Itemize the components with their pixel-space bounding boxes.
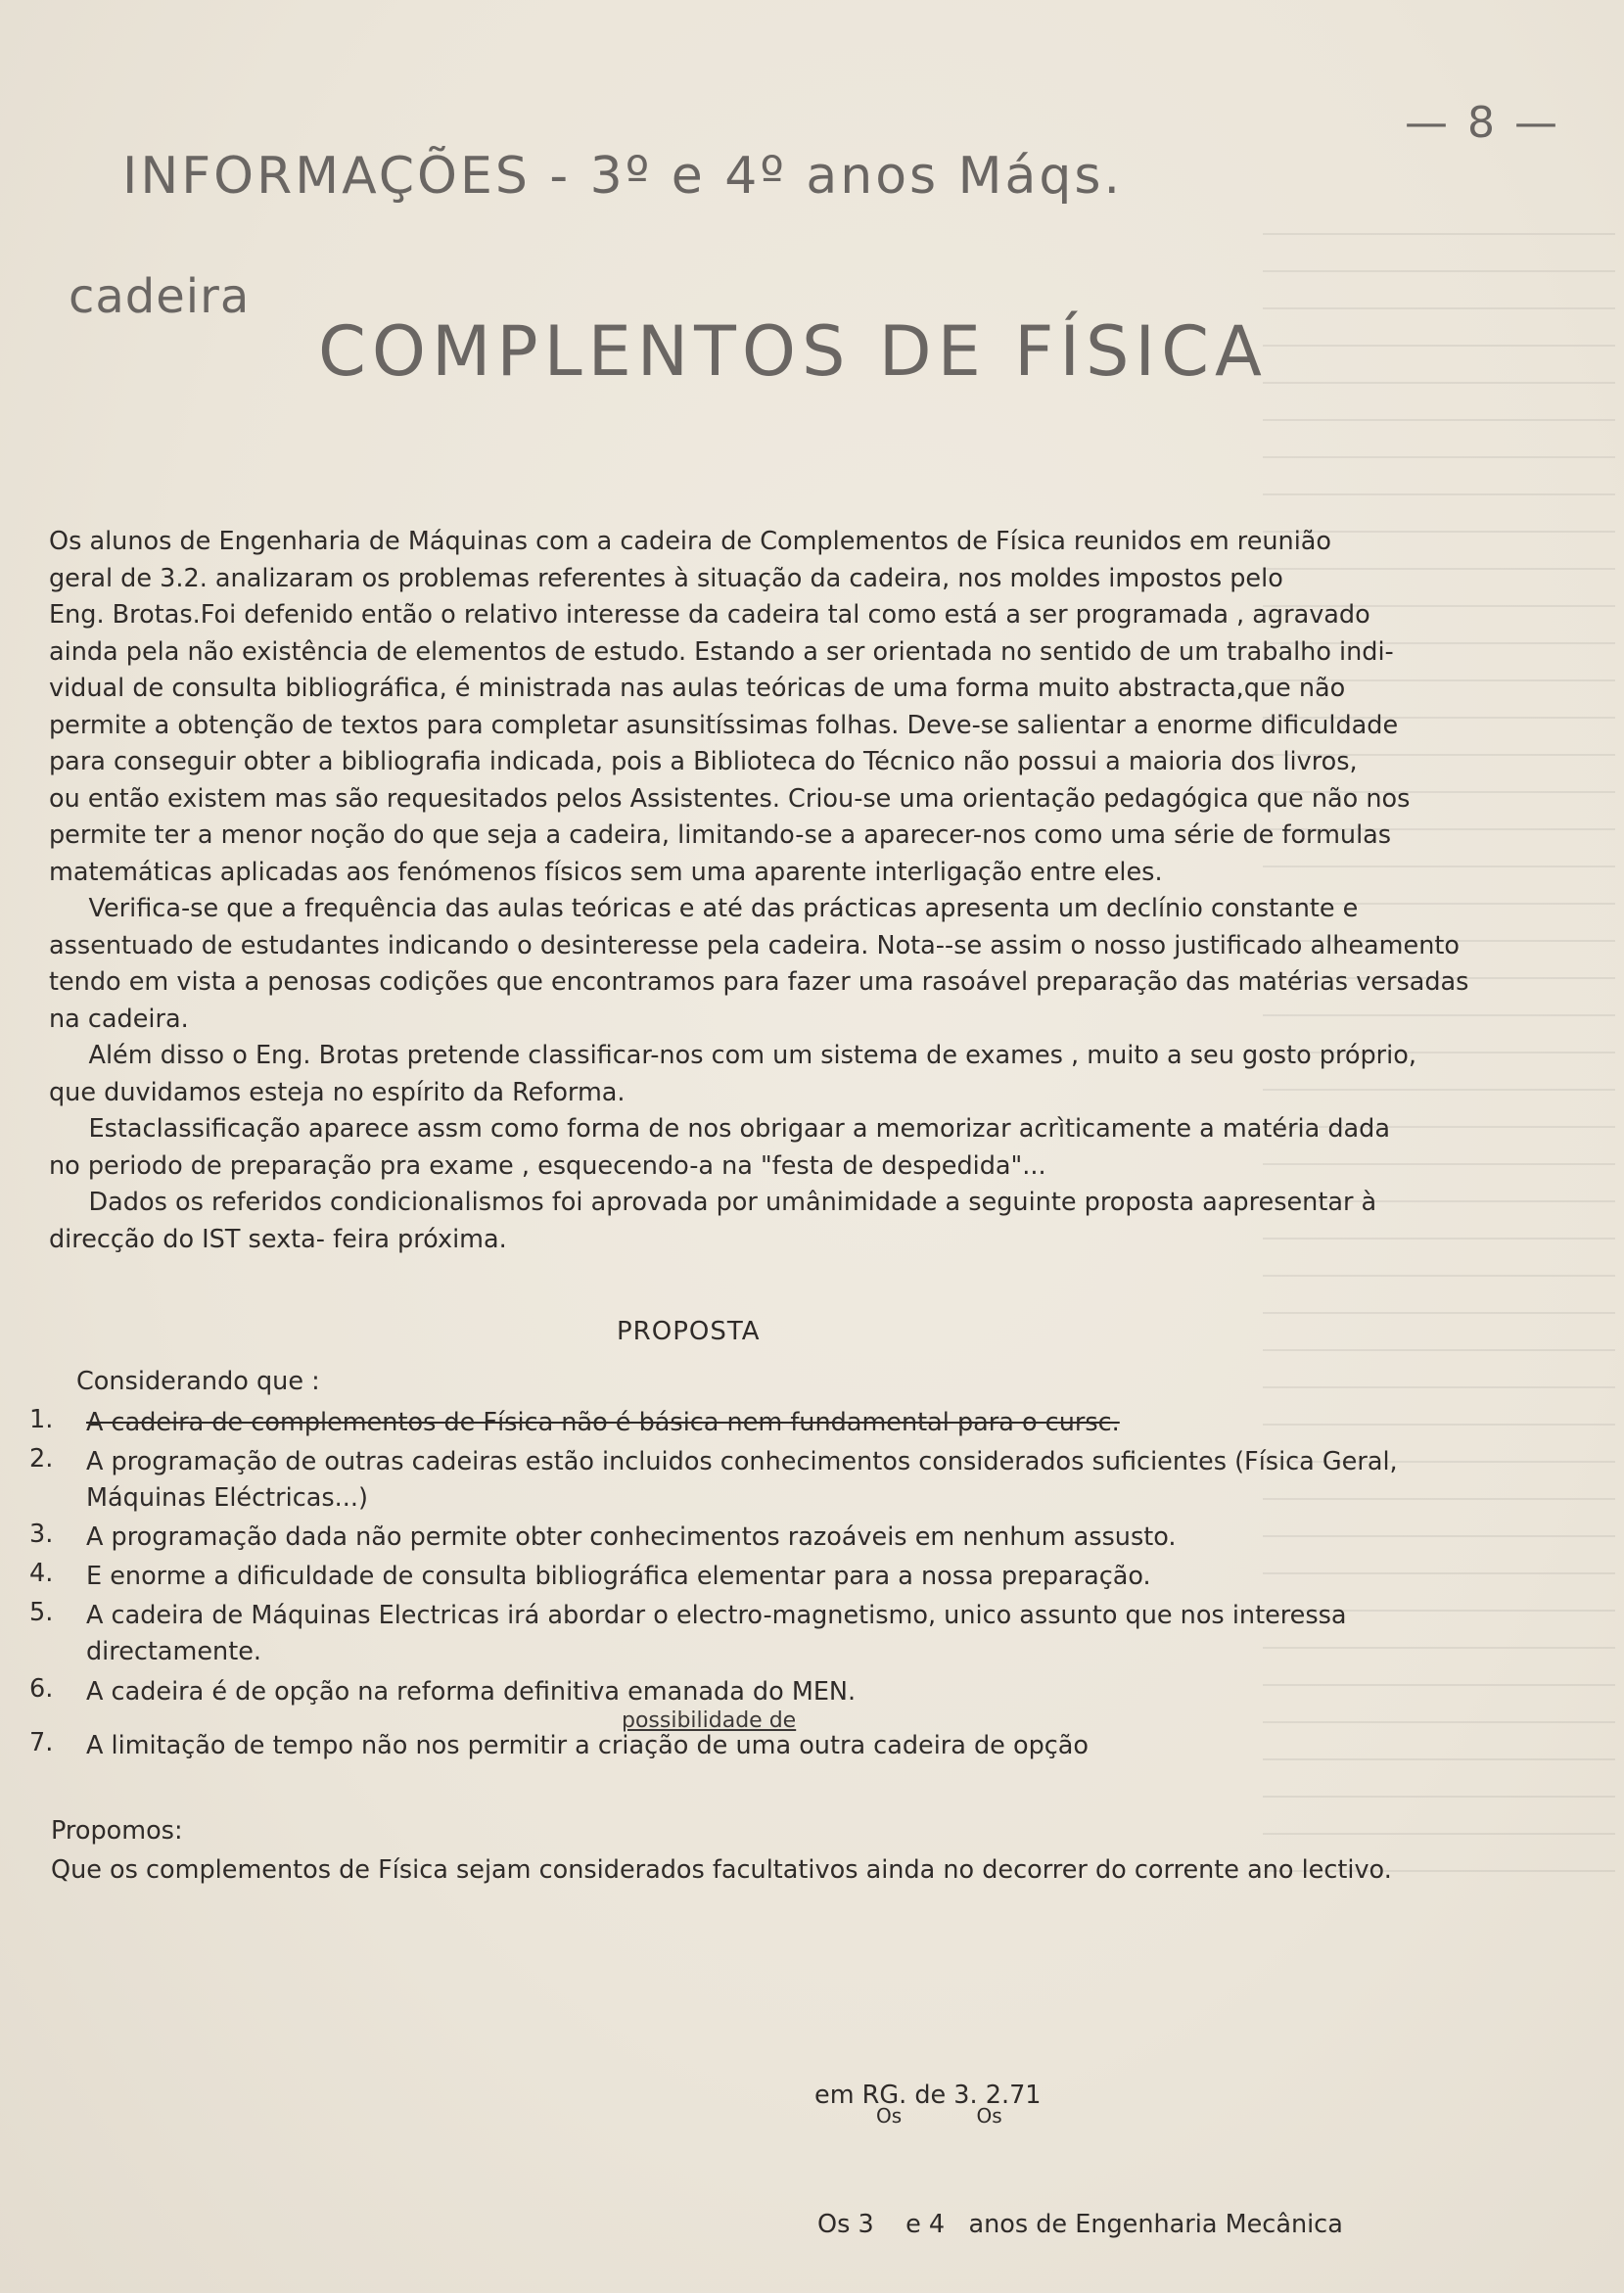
item-number: 5. — [29, 1598, 54, 1627]
considering-label: Considerando que : — [76, 1367, 320, 1396]
proposta-heading: PROPOSTA — [617, 1317, 761, 1346]
body-line: Os alunos de Engenharia de Máquinas com a cadeira de Complementos de Física reunidos em reunião — [49, 527, 1332, 556]
body-line: permite ter a menor noção do que seja a cadeira, limitando-se a aparecer-nos como uma série de formulas — [49, 820, 1392, 850]
body-line: Além disso o Eng. Brotas pretende classificar-nos com um sistema de exames , muito a seu gosto próprio, — [49, 1041, 1416, 1070]
item-text-line: directamente. — [86, 1637, 262, 1666]
item-number: 6. — [29, 1674, 54, 1704]
proposals-label: Propomos: — [51, 1816, 183, 1846]
item-text — [86, 1405, 1120, 1441]
document-title: INFORMAÇÕES - 3º e 4º anos Máqs. — [122, 147, 1124, 206]
item-number: 2. — [29, 1444, 54, 1474]
body-line: assentuado de estudantes indicando o desinteresse pela cadeira. Nota--se assim o nosso justificado alheamento — [49, 930, 1460, 960]
signature-block — [817, 2027, 1343, 2293]
body-line: para conseguir obter a bibliografia indicada, pois a Biblioteca do Técnico não possui a maioria dos livros, — [49, 747, 1358, 776]
item-text-line: E enorme a dificuldade de consulta bibliográfica elementar para a nossa preparação. — [86, 1562, 1151, 1591]
item7-insertion: possibilidade de — [622, 1708, 797, 1733]
body-line: Verifica-se que a frequência das aulas teóricas e até das prácticas apresenta um declínio constante e — [49, 894, 1359, 923]
page-number: — 8 — — [1405, 98, 1560, 148]
item-number: 3. — [29, 1520, 54, 1549]
body-text — [49, 524, 1527, 1258]
cadeira-label: cadeira — [69, 269, 251, 324]
body-line: Estaclassificação aparece assm como forma de nos obrigaar a memorizar acrìticamente a matéria dada — [49, 1114, 1390, 1144]
body-line: direcção do IST sexta- feira próxima. — [49, 1224, 507, 1254]
body-line: na cadeira. — [49, 1004, 189, 1034]
body-line: Eng. Brotas.Foi defenido então o relativo interesse da cadeira tal como está a ser programada , agravado — [49, 600, 1370, 630]
item-text-line: Máquinas Eléctricas...) — [86, 1483, 368, 1513]
body-line: ainda pela não existência de elementos de estudo. Estando a ser orientada no sentido de um trabalho indi- — [49, 636, 1394, 667]
body-line: ou então existem mas são requesitados pelos Assistentes. Criou-se uma orientação pedagógica que não nos — [49, 783, 1411, 814]
body-line: permite a obtenção de textos para completar asunsitíssimas folhas. Deve-se salientar a enorme dificuldade — [49, 710, 1399, 740]
item-text — [86, 1728, 1089, 1764]
signature-line: Os 3 e 4 anos de Engenharia Mecânica — [817, 2210, 1343, 2239]
body-line: no periodo de preparação pra exame , esquecendo-a na "festa de despedida"... — [49, 1150, 1046, 1181]
item-text-line: A programação de outras cadeiras estão incluidos conhecimentos considerados suficientes (Física Geral, — [86, 1447, 1398, 1476]
item-text — [86, 1598, 1347, 1670]
item-text-line: A cadeira é de opção na reforma definitiva emanada do MEN. — [86, 1677, 857, 1707]
item-text — [86, 1520, 1177, 1556]
item-text — [86, 1444, 1398, 1517]
body-line: Dados os referidos condicionalismos foi aprovada por umânimidade a seguinte proposta aapresentar à — [49, 1188, 1377, 1217]
body-line: matemáticas aplicadas aos fenómenos físicos sem uma aparente interligação entre eles. — [49, 857, 1163, 887]
item-text — [86, 1674, 856, 1710]
item-number: 4. — [29, 1559, 54, 1588]
item-text-line: A cadeira de complementos de Física não é básica nem fundamental para o cursc. — [86, 1408, 1120, 1437]
body-line: geral de 3.2. analizaram os problemas referentes à situação da cadeira, nos moldes impostos pelo — [49, 563, 1283, 593]
proposal-text: Que os complementos de Física sejam considerados facultativos ainda no decorrer do corrente ano lectivo. — [51, 1855, 1392, 1885]
item-text-line: A cadeira de Máquinas Electricas irá abordar o electro-magnetismo, unico assunto que nos interessa — [86, 1601, 1347, 1630]
item-number: 7. — [29, 1728, 54, 1757]
body-line: vidual de consulta bibliográfica, é ministrada nas aulas teóricas de uma forma muito abstracta,que não — [49, 674, 1346, 703]
place-date: em RG. de 3. 2.71 — [814, 2081, 1042, 2110]
signature-superscripts: Os Os — [876, 2104, 1002, 2128]
item-text-line: A programação dada não permite obter conhecimentos razoáveis em nenhum assusto. — [86, 1522, 1177, 1552]
item-text — [86, 1559, 1151, 1595]
subject-title: COMPLENTOS DE FÍSICA — [318, 311, 1268, 392]
item-number: 1. — [29, 1405, 54, 1434]
body-line: tendo em vista a penosas codições que encontramos para fazer uma rasoável preparação das matérias versadas — [49, 967, 1469, 997]
item-text-line: A limitação de tempo não nos permitir a criação de uma outra cadeira de opção — [86, 1731, 1090, 1760]
body-line: que duvidamos esteja no espírito da Reforma. — [49, 1077, 626, 1107]
